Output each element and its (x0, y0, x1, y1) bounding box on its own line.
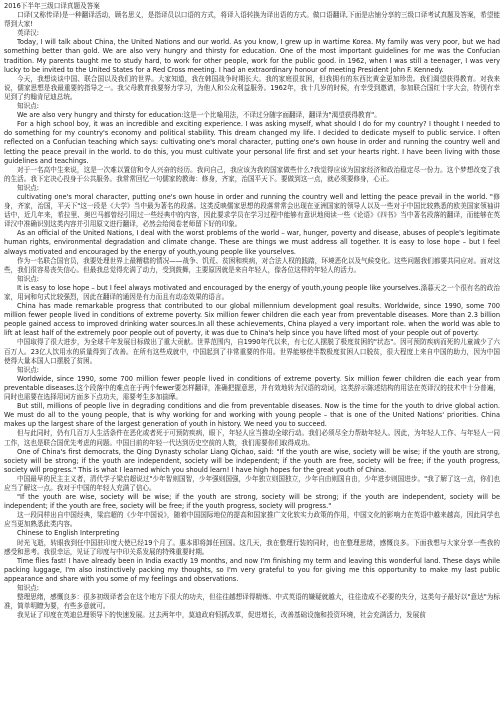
paragraph: 知识点: (17, 365, 40, 374)
paragraph: But still, millions of people live in degrading conditions and die from preventable diseases. Now is the time for the youth to drive global action. We must do all to the young people, that is why working for and working with young people – that is one of the United Nations' priorities. China makes up the largest share of the largest generation of youth in history. We need you to succeed. (4, 402, 500, 429)
paragraph: 对于一名高中生来说，这是一次难以置信和令人兴奋的经历。我问自己，我应该为我的国家做些什么?我觉得应该为国家经济和政治稳定尽一份力。这个梦想改变了我的生活。我下定决心投身于公共服务。我常常回忆一句儒家的教诲：修身，齐家，治国平天下。要做到这一点，就必须要修身，心正。 (4, 165, 500, 183)
paragraph: cultivating one's moral character, putting one's own house in order and running the country well and letting the peace prevail in the world. "修身，齐家，治国，平天下"这一段是《大学》当中最为著名的段落。这类反映儒家思想的段落常常会出现在亚洲国家的领导人以及一些对于中国比较熟悉的欧美国家领袖讲话中，近几年来，希拉里、奥巴马都曾经引用过一些经典中的内容，因此要求学员在学习过程中能够有意识地阅读一些《论语》《四书》当中著名段落的翻译，而能够在英译汉中准确识别这类内容并引用原文进行翻译，必然会给阅卷老师留下好的印象。 (4, 192, 500, 229)
paragraph: 作为一名联合国官员，我要处理世界上最糟糕的情况——战争、饥荒、贫困和疾病，对合法人权的践踏，环境恶化以及气候变化。这些问题我们都要共同应对。面对这些，我们很容易丧失信心。但最我总觉得充满了动力，受到鼓舞，主要原因就是来自年轻人，像各位这样的年轻人的活力。 (4, 256, 500, 274)
paragraph: 今天，我想谈谈中国、联合国以及我们的世界。大家知道，我在韩国战争时期长大。我的家庭很贫困，但我拥有的东西比黄金更加珍贵。我们渴望获得教育。对我来说，儒家思想是我最重要的指导之一。我父母教育我要努力学习，为他人和公众利益服务。1962年，我十几岁的时候，有幸受到邀请，参加联合国红十字大会，特别有幸见到了约翰肯尼迪总统。 (4, 74, 500, 101)
paragraph: 知识点: (17, 584, 40, 592)
paragraph: 英译汉: (17, 29, 40, 38)
paragraph: 整理思绪，感慨良多：很多初级译者会在这个地方下很大的功夫，但往往越想译得精炼、中式英语的嫌疑就越大，往往造成不必要的失分，这类句子最好以"意达"为标准，简单明瞭为要，有些多意就可。 (4, 593, 500, 611)
paragraph: 这一段同样出自中国经典，梁启超的《少年中国说》，随着中国国际地位的提高和国家推广文化软实力政策的作用，中国文化的影响力在英语中越来越高，因此同学也应当更加熟悉此类内容。 (4, 511, 500, 529)
paragraph: One of China's first democrats, the Qing Dynasty scholar Liang Qichao, said: "If the youth are wise, society will be wise; if the youth are strong, society will be strong; if the youth are independent, society will be independent; if the youth are free, society will be free; if the youth progress, society will progress." This is what I learned which you should learn! I have high hopes for the great youth of China. (4, 447, 500, 474)
paragraph: Time flies fast! I have already been in India exactly 19 months, and now I'm finishing my term and leaving this wonderful land. These days while packing luggage, I'm also instinctively packing my thoughts, so I'm very grateful to you for giving me this opportunity to make my last public appearance and share with you some of my feelings and observations. (4, 556, 500, 583)
paragraph: "If the youth are wise, society will be wise; if the youth are strong, society will be strong; if the youth are independent, society will be independent; if the youth are free, society will be free; if the youth progress, society will progress." (4, 493, 500, 511)
paragraph: As an official of the United Nations, I deal with the worst problems of the world – war, hunger, poverty and disease, abuses of people's legitimate human rights, environmental degradation and climate change. These are things we must address all together. It is easy to lose hope – but I feel always motivated and encouraged by the energy of youth,young people like yourselves. (4, 229, 500, 256)
paragraph: 但与此同时，仍有几百万人生活条件在恶化或者死于可预防疾病，眼下，年轻人应当推动全球行动。我们必须尽全力帮助年轻人。因此，为年轻人工作、与年轻人一同工作，这也是联合国优先考虑的问题。中国目前的年轻一代达到历史空前的人数，我们需要你们取得成功。 (4, 429, 500, 447)
paragraph: It is easy to lose hope – but I feel always motivated and encouraged by the energy of youth,young people like yourselves.涤暮天之一个很有名的政治家，用词和句式比较强烈，因此在翻译的通因是有力而且有动态效果的语言。 (4, 283, 500, 301)
paragraph: 知识点: (17, 102, 40, 111)
paragraph: 我见证了印度在英迪总理领导下的快速发展。过去两年中，莫迪政府恒抓改革，促进增长，改善基础设施和投资环境，社会充满活力，发展前 (17, 611, 426, 620)
paragraph: Chinese to English Interpreting (17, 529, 120, 538)
paragraph: We are also very hungry and thirsty for education:这是一个比喻用法，不译过分随字面翻译，翻译为"渴望获得教育"。 (17, 111, 381, 120)
paragraph: 中国最早的民主主义者，清代学子梁启超说过"少年智则国智，少年强则国强，少年独立则国独立，少年自由则国自由，少年进步则国进步。"我了解了这一点，你们也应当了解这一点。我对于中国的年轻人充满了信心。 (4, 474, 500, 492)
paragraph: 口译(又称传译)是一种翻译活动，顾名思义，是指译员以口语的方式，将译入语转换为译出语的方式。做口语翻译,下面是店铺分享的三级口译考试真题及答案，希望能帮到大家! (4, 11, 500, 29)
paragraph: 知识点: (17, 183, 40, 192)
document-title: 2016下半年三级口译真题及答案 (4, 2, 100, 10)
paragraph: 时光飞逝，转眼我到任中国驻印度大使已经19个月了。惠本即将卸任回国。这几天，我在整理行装的同时，也在整理思绪，感慨良多。下面我想与大家分享一些我的感受和思考。我很幸运，见证了印度与中印关系发展的特殊重要时期。 (4, 538, 500, 556)
paragraph: China has made remarkable progress that contributed to our global millennium development goal results. Worldwide, since 1990, some 700 million fewer people lived in conditions of extreme poverty. Six million fewer children die each year from preventable diseases. More than 2.3 billion people gained access to improved drinking water sources.In all these achievements, China played a very important role. when the world was able to lift at least half of the extremely poor people out of poverty, it was due to China's help since you have lifted most of your people out of poverty. (4, 302, 500, 338)
paragraph: 知识点: (17, 274, 40, 283)
paragraph: 中国取得了很大进步，为全球千年发展目标做出了重大贡献。世界范围内，自1990年代以来，有七亿人摆脱了极度贫困的"状态"。因可预防疾病而死的儿童减少了六百万人。23亿人饮用水的质量得到了改善。在所有这些成就中，中国起到了非常重要的作用。世界能够使半数极度贫困人口脱贫，很大程度上来自中国的助力，因为中国使得大量本国人口摆脱了贫困。 (4, 338, 500, 365)
paragraph: Worldwide, since 1990, some 700 million fewer people lived in conditions of extreme poverty. Six million fewer children die each year from preventable diseases.这个段落中的难点在于两个fewer要怎样翻译，准确把握意思，并有效地转为汉语的动词，这类辞示陈述结构的用法在英译汉的技术中十分普遍，同时也需要在选择用词方面多下点功夫，需要考生多加揣摩。 (4, 374, 500, 402)
paragraph: Today, I will talk about China, the United Nations and our world. As you know, I grew up in wartime Korea. My family was very poor, but we had something better than gold. We are also very hungry and thirsty for education. One of the most important guidelines for me was the Confucian tradition. My parents taught me to study hard, to work for other people, work for the public good. in 1962, when I was still a teenager, I was very lucky to be invited to the United States for a Red Cross meeting. I had an extraordinary honour of meeting President John F. Kennedy. (4, 38, 500, 74)
paragraph: For a high school boy, it was an incredible and exciting experience. I was asking myself, what should I do for my country? I thought I needed to do something for my country's economy and political stability. This dream changed my life. I decided to dedicate myself to public service. I often reflected on a Confucian teaching which says: cultivating one's moral character, putting one's own house in order and running the country well and letting the peace prevail in the world. to do this, you must cultivate your personal life first and set your hearts right. I have been living with those guidelines and teachings. (4, 120, 500, 165)
